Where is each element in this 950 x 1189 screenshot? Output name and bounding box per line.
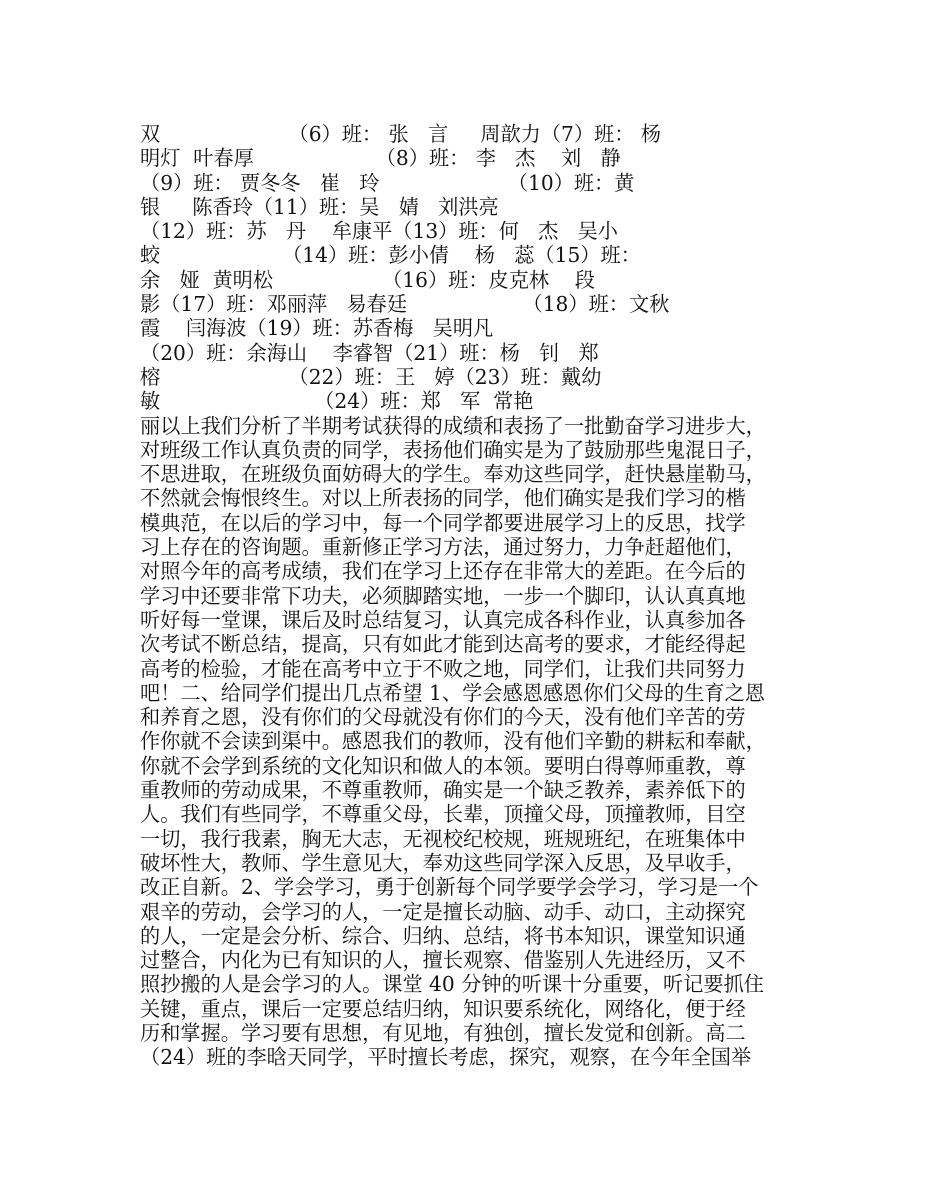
text-line: 丽以上我们分析了半期考试获得的成绩和表扬了一批勤奋学习进步大，	[140, 413, 766, 438]
text-line: 霞 闫海波（19）班：苏香梅 吴明凡	[140, 316, 494, 341]
text-line: 高考的检验，才能在高考中立于不败之地，同学们，让我们共同努力	[140, 656, 746, 681]
text-line: 不然就会悔恨终生。对以上所表扬的同学，他们确实是我们学习的楷	[140, 486, 746, 511]
text-line: 关键，重点，课后一定要总结归纳，知识要系统化，网络化，便于经	[140, 996, 746, 1021]
text-line: 蛟 （14）班：彭小倩 杨 蕊（15）班：	[140, 243, 641, 268]
text-line: 作你就不会读到渠中。感恩我们的教师，没有他们辛勤的耕耘和奉献，	[140, 729, 766, 754]
text-line: （24）班的李晗天同学，平时擅长考虑，探究，观察，在今年全国举	[140, 1045, 752, 1070]
text-line: 改正自新。2、学会学习，勇于创新每个同学要学会学习，学习是一个	[140, 875, 759, 900]
text-line: 学习中还要非常下功夫，必须脚踏实地，一步一个脚印，认认真真地	[140, 583, 746, 608]
text-line: 的人，一定是会分析、综合、归纳、总结，将书本知识，课堂知识通	[140, 923, 746, 948]
text-line: 和养育之恩，没有你们的父母就没有你们的今天，没有他们辛苦的劳	[140, 705, 746, 730]
text-line: 过整合，内化为已有知识的人，擅长观察、借鉴别人先进经历，又不	[140, 948, 746, 973]
text-line: 对班级工作认真负责的同学，表扬他们确实是为了鼓励那些鬼混日子，	[140, 437, 766, 462]
text-line: 你就不会学到系统的文化知识和做人的本领。要明白得尊师重教，尊	[140, 753, 746, 778]
text-line: 影（17）班：邓丽萍 易春廷 （18）班：文秋	[140, 292, 670, 317]
text-line: 榕 （22）班：王 婷（23）班：戴幼	[140, 364, 602, 389]
document-body	[140, 122, 812, 1070]
text-line: 人。我们有些同学，不尊重父母，长辈，顶撞父母，顶撞教师，目空	[140, 802, 746, 827]
text-line: 敏 （24）班：郑 军 常艳	[140, 389, 534, 414]
text-line: 双 （6）班： 张 言 周歆力（7）班： 杨	[140, 122, 662, 146]
text-line: 银 陈香玲（11）班：吴 婧 刘洪亮	[140, 194, 499, 219]
text-line: （9）班： 贾冬冬 崔 玲 （10）班：黄	[140, 170, 635, 195]
text-line: 明灯 叶春厚 （8）班： 李 杰 刘 静	[140, 146, 621, 171]
text-line: 重教师的劳动成果，不尊重教师，确实是一个缺乏教养，素养低下的	[140, 778, 746, 803]
text-line: 次考试不断总结，提高，只有如此才能到达高考的要求，才能经得起	[140, 632, 746, 657]
text-line: 不思进取，在班级负面妨碍大的学生。奉劝这些同学，赶快悬崖勒马，	[140, 462, 766, 487]
text-line: 照抄搬的人是会学习的人。课堂 40 分钟的听课十分重要，听记要抓住	[140, 972, 764, 997]
text-line: 一切，我行我素，胸无大志，无视校纪校规，班规班纪，在班集体中	[140, 826, 746, 851]
text-line: 模典范，在以后的学习中，每一个同学都要进展学习上的反思，找学	[140, 510, 746, 535]
text-line: 破坏性大，教师、学生意见大，奉劝这些同学深入反思，及早收手，	[140, 850, 746, 875]
text-line: 吧！二、给同学们提出几点希望 1、学会感恩感恩你们父母的生育之恩	[140, 680, 765, 705]
text-line: 对照今年的高考成绩，我们在学习上还存在非常大的差距。在今后的	[140, 559, 746, 584]
text-line: 余 娅 黄明松 （16）班：皮克林 段	[140, 267, 595, 292]
text-line: 听好每一堂课，课后及时总结复习，认真完成各科作业，认真参加各	[140, 607, 746, 632]
text-line: 艰辛的劳动，会学习的人，一定是擅长动脑、动手、动口，主动探究	[140, 899, 746, 924]
text-line: 历和掌握。学习要有思想，有见地，有独创，擅长发觉和创新。高二	[140, 1020, 746, 1045]
text-line: （20）班：余海山 李睿智（21）班：杨 钊 郑	[140, 340, 599, 365]
text-line: 习上存在的咨询题。重新修正学习方法，通过努力，力争赶超他们，	[140, 535, 746, 560]
text-line: （12）班：苏 丹 牟康平（13）班：何 杰 吴小	[140, 219, 618, 244]
